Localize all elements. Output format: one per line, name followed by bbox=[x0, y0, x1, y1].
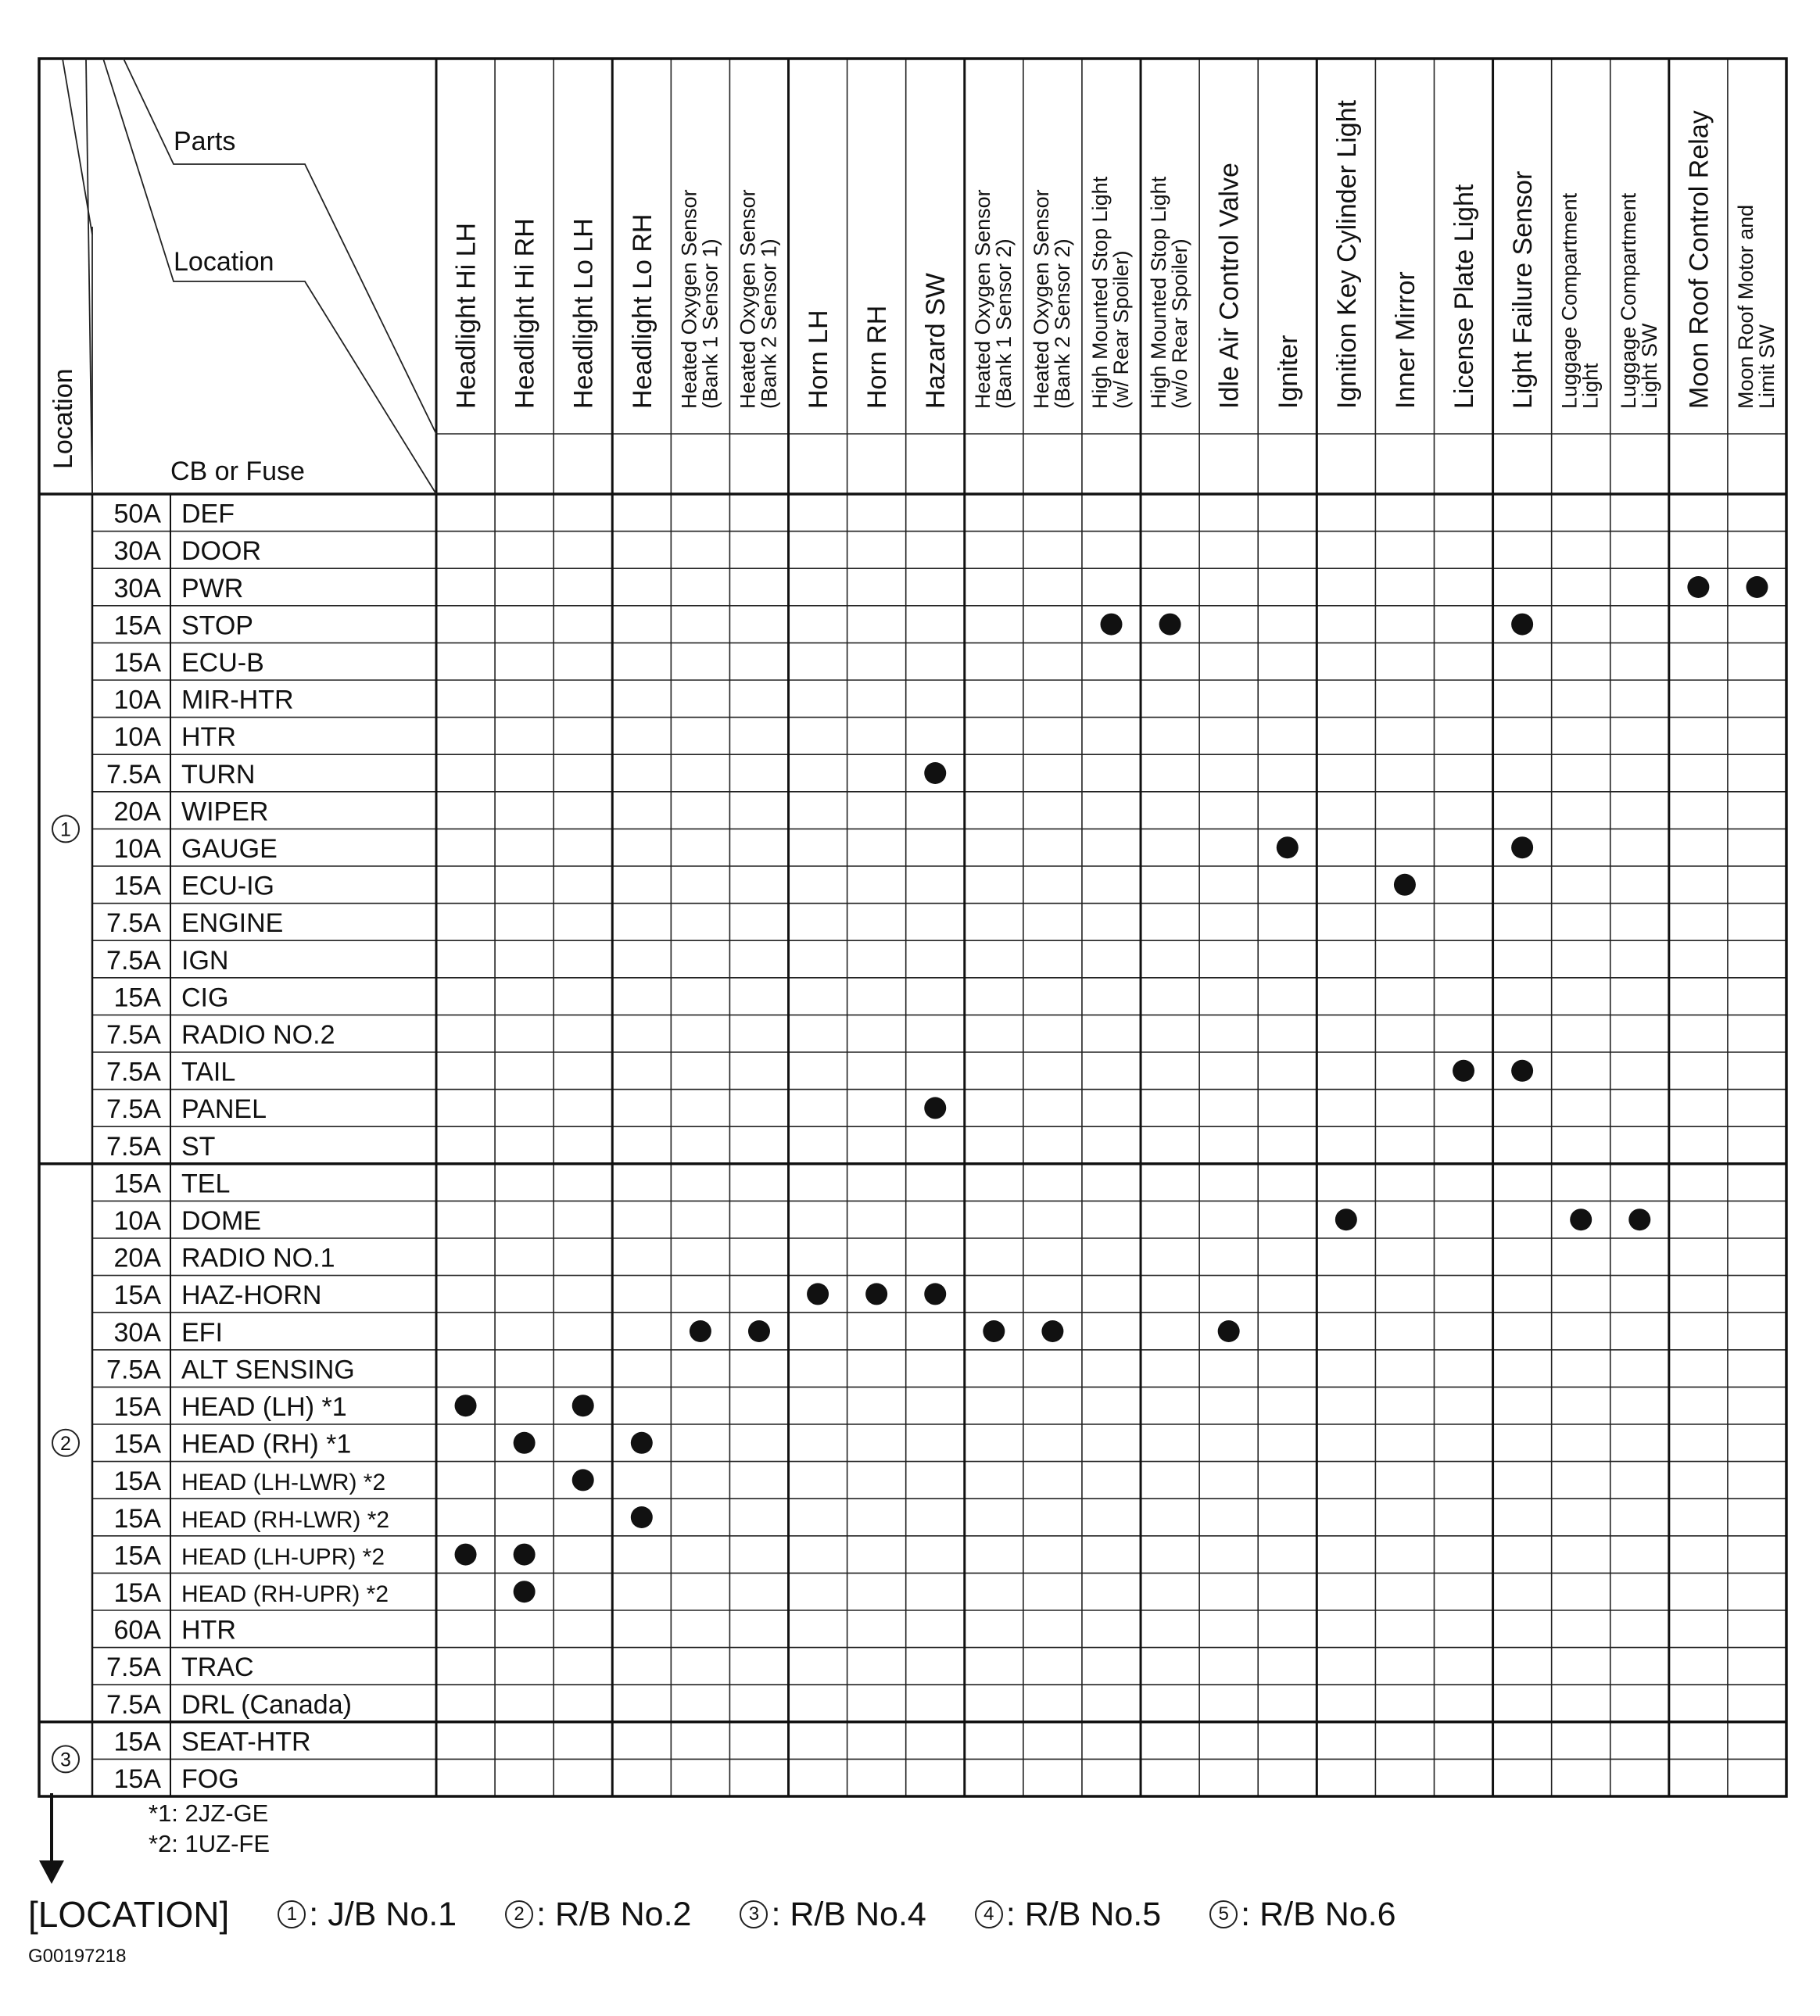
fuse-name: PANEL bbox=[181, 1094, 267, 1125]
fuse-amp: 15A bbox=[113, 1541, 161, 1571]
connection-dot bbox=[1101, 614, 1123, 636]
location-number: 3 bbox=[60, 1749, 71, 1771]
connection-dot bbox=[924, 762, 946, 784]
fuse-amp: 30A bbox=[113, 573, 161, 603]
column-header-16: Inner Mirror bbox=[1390, 271, 1421, 409]
column-header-6: Horn LH bbox=[804, 310, 834, 409]
fuse-name: EFI bbox=[181, 1317, 223, 1348]
fuse-name: DOME bbox=[181, 1206, 261, 1236]
fuse-amp: 15A bbox=[113, 1392, 161, 1422]
fuse-amp: 7.5A bbox=[106, 759, 161, 790]
fuse-amp: 7.5A bbox=[106, 908, 161, 939]
fuse-amp: 15A bbox=[113, 983, 161, 1013]
fuse-amp: 10A bbox=[113, 685, 161, 715]
fuse-name: ENGINE bbox=[181, 908, 284, 939]
fuse-name: TURN bbox=[181, 759, 256, 790]
location-number: 2 bbox=[60, 1432, 71, 1455]
connection-dot bbox=[631, 1506, 653, 1528]
connection-dot bbox=[1511, 1060, 1533, 1082]
footnote-1: *1: 2JZ-GE bbox=[149, 1799, 269, 1827]
fuse-name: TRAC bbox=[181, 1653, 254, 1683]
connection-dot bbox=[807, 1283, 829, 1305]
location-number: 1 bbox=[60, 818, 71, 841]
fuse-name: CIG bbox=[181, 983, 229, 1013]
connection-dot bbox=[924, 1097, 946, 1119]
column-header-5: Heated Oxygen Sensor bbox=[736, 189, 760, 409]
connection-dot bbox=[514, 1581, 536, 1602]
fuse-name: HEAD (RH) *1 bbox=[181, 1429, 352, 1459]
column-header-21: Moon Roof Control Relay bbox=[1684, 110, 1714, 409]
connection-dot bbox=[1453, 1060, 1474, 1082]
fuse-amp: 15A bbox=[113, 1169, 161, 1199]
location-label: Location bbox=[174, 247, 274, 277]
fuse-amp: 7.5A bbox=[106, 1653, 161, 1683]
fuse-name: FOG bbox=[181, 1764, 239, 1794]
location-legend-title: [LOCATION] bbox=[28, 1894, 230, 1935]
column-header-10: Heated Oxygen Sensor bbox=[1029, 189, 1053, 409]
fuse-name: SEAT-HTR bbox=[181, 1727, 311, 1757]
connection-dot bbox=[1746, 576, 1768, 598]
fuse-name: MIR-HTR bbox=[181, 685, 294, 715]
fuse-amp: 15A bbox=[113, 611, 161, 641]
connection-dot bbox=[1159, 614, 1181, 636]
fuse-name: HAZ-HORN bbox=[181, 1280, 322, 1311]
column-header-15: Ignition Key Cylinder Light bbox=[1331, 99, 1362, 409]
fuse-amp: 10A bbox=[113, 1206, 161, 1236]
fuse-amp: 7.5A bbox=[106, 1020, 161, 1050]
connection-dot bbox=[983, 1320, 1005, 1342]
connection-dot bbox=[1394, 874, 1416, 896]
location-arrow-head bbox=[39, 1860, 64, 1884]
column-header-8: Hazard SW bbox=[921, 273, 951, 409]
fuse-amp: 7.5A bbox=[106, 1689, 161, 1720]
legend-item-5 bbox=[1209, 1896, 1395, 1934]
column-header-12: (w/o Rear Spoiler) bbox=[1168, 238, 1192, 409]
legend-item-1 bbox=[278, 1896, 457, 1934]
connection-dot bbox=[514, 1432, 536, 1454]
fuse-amp: 7.5A bbox=[106, 1131, 161, 1162]
fuse-name: WIPER bbox=[181, 797, 269, 827]
fuse-amp: 15A bbox=[113, 1466, 161, 1497]
legend-item-4 bbox=[975, 1896, 1161, 1934]
connection-dot bbox=[1628, 1209, 1650, 1230]
fuse-amp: 7.5A bbox=[106, 1355, 161, 1385]
fuse-name: PWR bbox=[181, 573, 244, 603]
fuse-amp: 15A bbox=[113, 1764, 161, 1794]
legend-item-2 bbox=[505, 1896, 691, 1934]
location-legend bbox=[28, 1893, 1445, 1935]
connection-dot bbox=[455, 1395, 477, 1416]
connection-dot bbox=[572, 1469, 594, 1491]
fuse-name: STOP bbox=[181, 611, 253, 641]
connection-dot bbox=[631, 1432, 653, 1454]
legend-label-4: : R/B No.5 bbox=[1005, 1895, 1162, 1933]
column-header-22: Moon Roof Motor and bbox=[1733, 204, 1757, 409]
fuse-name: ALT SENSING bbox=[181, 1355, 355, 1385]
parts-leader-line bbox=[124, 59, 436, 434]
fuse-amp: 15A bbox=[113, 1280, 161, 1311]
fuse-amp: 30A bbox=[113, 536, 161, 567]
column-header-9: (Bank 1 Sensor 2) bbox=[991, 238, 1016, 409]
connection-dot bbox=[748, 1320, 770, 1342]
column-header-10: (Bank 2 Sensor 2) bbox=[1050, 238, 1074, 409]
fuse-name: DOOR bbox=[181, 536, 261, 567]
fuse-name: DRL (Canada) bbox=[181, 1689, 352, 1720]
connection-dot bbox=[1511, 836, 1533, 858]
fuse-amp: 60A bbox=[113, 1615, 161, 1645]
fuse-name: HEAD (RH-UPR) *2 bbox=[181, 1581, 389, 1607]
fuse-name: HEAD (LH) *1 bbox=[181, 1392, 347, 1422]
fuse-amp: 15A bbox=[113, 1578, 161, 1608]
column-header-3: Headlight Lo RH bbox=[627, 213, 657, 409]
fuse-amp: 15A bbox=[113, 1727, 161, 1757]
connection-dot bbox=[1687, 576, 1709, 598]
fuse-name: HTR bbox=[181, 722, 236, 753]
fuse-amp: 30A bbox=[113, 1317, 161, 1348]
column-header-0: Headlight Hi LH bbox=[451, 222, 482, 409]
column-header-4: (Bank 1 Sensor 1) bbox=[698, 238, 722, 409]
connection-dot bbox=[865, 1283, 887, 1305]
legend-num-2: 2 bbox=[505, 1900, 533, 1928]
connection-dot bbox=[1335, 1209, 1357, 1230]
parts-label: Parts bbox=[174, 127, 236, 156]
fuse-amp: 10A bbox=[113, 834, 161, 864]
fuse-name: IGN bbox=[181, 945, 229, 976]
connection-dot bbox=[924, 1283, 946, 1305]
column-header-18: Light Failure Sensor bbox=[1508, 170, 1539, 409]
fuse-label: CB or Fuse bbox=[170, 457, 305, 486]
fuse-amp: 15A bbox=[113, 1429, 161, 1459]
footnote-2: *2: 1UZ-FE bbox=[149, 1830, 270, 1857]
fuse-name: RADIO NO.1 bbox=[181, 1243, 335, 1273]
fuse-amp: 7.5A bbox=[106, 1094, 161, 1125]
fuse-amp: 15A bbox=[113, 1503, 161, 1534]
fuse-name: ECU-IG bbox=[181, 871, 274, 901]
column-header-1: Headlight Hi RH bbox=[510, 218, 540, 409]
column-header-19: Luggage Compartment bbox=[1557, 192, 1582, 409]
column-header-13: Idle Air Control Valve bbox=[1214, 163, 1245, 409]
fuse-amp: 15A bbox=[113, 871, 161, 901]
column-header-17: License Plate Light bbox=[1449, 184, 1480, 409]
column-header-20: Light SW bbox=[1637, 323, 1661, 409]
legend-num-4: 4 bbox=[975, 1900, 1003, 1928]
corner-diagonal bbox=[86, 59, 92, 494]
fuse-name: HTR bbox=[181, 1615, 236, 1645]
fuse-name: GAUGE bbox=[181, 834, 278, 864]
connection-dot bbox=[1041, 1320, 1063, 1342]
column-header-20: Luggage Compartment bbox=[1616, 192, 1640, 409]
column-header-14: Igniter bbox=[1273, 335, 1303, 409]
fuse-name: HEAD (LH-LWR) *2 bbox=[181, 1470, 386, 1496]
fuse-name: TEL bbox=[181, 1169, 231, 1199]
column-header-5: (Bank 2 Sensor 1) bbox=[757, 238, 781, 409]
column-header-9: Heated Oxygen Sensor bbox=[970, 189, 994, 409]
connection-dot bbox=[1277, 836, 1299, 858]
fuse-amp: 15A bbox=[113, 648, 161, 678]
column-header-11: High Mounted Stop Light bbox=[1088, 176, 1112, 409]
fuse-amp: 20A bbox=[113, 797, 161, 827]
connection-dot bbox=[572, 1395, 594, 1416]
figure-code: G00197218 bbox=[28, 1946, 127, 1967]
fuse-amp: 7.5A bbox=[106, 1057, 161, 1087]
fuse-name: DEF bbox=[181, 499, 235, 529]
fuse-name: RADIO NO.2 bbox=[181, 1020, 335, 1050]
column-header-11: (w/ Rear Spoiler) bbox=[1109, 250, 1133, 409]
connection-dot bbox=[514, 1544, 536, 1566]
location-arrow bbox=[50, 1793, 53, 1864]
fuse-amp: 20A bbox=[113, 1243, 161, 1273]
connection-dot bbox=[1570, 1209, 1592, 1230]
fuse-name: TAIL bbox=[181, 1057, 236, 1087]
legend-num-1: 1 bbox=[278, 1900, 306, 1928]
legend-label-5: : R/B No.6 bbox=[1241, 1895, 1396, 1933]
column-header-22: Limit SW bbox=[1754, 324, 1779, 409]
column-header-2: Headlight Lo LH bbox=[568, 218, 599, 409]
fuse-amp: 7.5A bbox=[106, 945, 161, 976]
column-header-7: Horn RH bbox=[862, 305, 893, 409]
fuse-amp: 50A bbox=[113, 499, 161, 529]
legend-num-3: 3 bbox=[740, 1900, 768, 1928]
location-axis-label: Location bbox=[48, 368, 78, 469]
legend-item-3 bbox=[740, 1896, 926, 1934]
connection-dot bbox=[690, 1320, 711, 1342]
connection-dot bbox=[1511, 614, 1533, 636]
column-header-4: Heated Oxygen Sensor bbox=[677, 189, 701, 409]
fuse-name: HEAD (RH-LWR) *2 bbox=[181, 1506, 390, 1533]
legend-label-2: : R/B No.2 bbox=[536, 1895, 692, 1933]
fuse-name: HEAD (LH-UPR) *2 bbox=[181, 1544, 385, 1570]
connection-dot bbox=[1218, 1320, 1240, 1342]
legend-label-3: : R/B No.4 bbox=[771, 1895, 926, 1933]
legend-num-5: 5 bbox=[1209, 1900, 1238, 1928]
connection-dot bbox=[455, 1544, 477, 1566]
fuse-name: ECU-B bbox=[181, 648, 264, 678]
fuse-name: ST bbox=[181, 1131, 216, 1162]
legend-label-1: : J/B No.1 bbox=[309, 1895, 457, 1933]
column-header-12: High Mounted Stop Light bbox=[1147, 176, 1171, 409]
fuse-amp: 10A bbox=[113, 722, 161, 753]
column-header-19: Light bbox=[1578, 363, 1603, 409]
